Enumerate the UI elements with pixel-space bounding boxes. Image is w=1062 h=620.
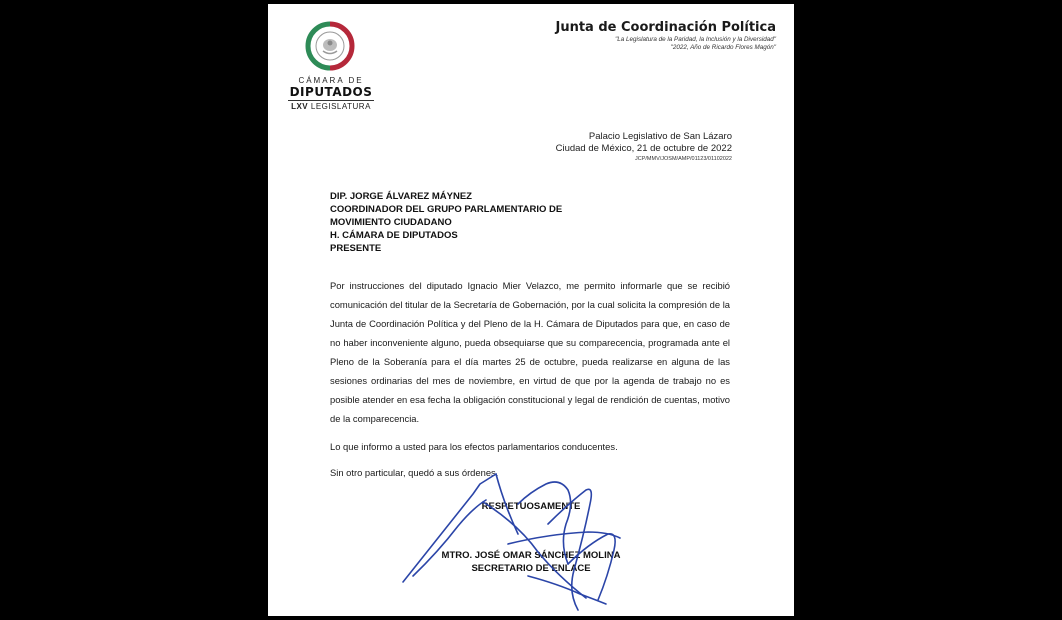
addressee-institution: H. CÁMARA DE DIPUTADOS: [330, 230, 458, 241]
signer-name: MTRO. JOSÉ OMAR SÁNCHEZ MOLINA: [441, 550, 621, 561]
signer-title: SECRETARIO DE ENLACE: [471, 563, 591, 574]
letter-body: [330, 276, 730, 489]
place-and-date: [556, 131, 732, 163]
addressee-presente: PRESENTE: [330, 243, 382, 254]
logo-legislature-word: LEGISLATURA: [308, 102, 371, 111]
letterhead: [555, 20, 776, 52]
body-paragraph-inform: Lo que informo a usted para los efectos parlamentarios conducentes.: [330, 441, 618, 452]
place-line: Palacio Legislativo de San Lázaro: [588, 131, 732, 142]
reference-number: JCP/MMV/JOSM/AMP/01123/01102022: [634, 156, 732, 162]
logo-line-legislatura: [286, 102, 376, 112]
addressee-name: DIP. JORGE ÁLVAREZ MÁYNEZ: [330, 191, 472, 202]
body-paragraph-main: Por instrucciones del diputado Ignacio Mier Velazco, me permito informarle que se recibió comunicación del titular de la Secretaría de Gobernación, por la cual solicita la compresión de la Junta de Coordinación Política y del Pleno de la H. Cámara de Diputados para que, en caso de no haber inconveniente alguno, pueda obsequiarse que su comparecencia, programada ante el Pleno de la Soberanía para el día martes 25 de octubre, pueda realizarse en alguna de las sesiones ordinarias del mes de noviembre, en virtud de que por la agenda de trabajo no es posible atender en esa fecha la obligación constitucional y legal de rendición de cuentas, motivo de la comparecencia.: [330, 280, 730, 424]
logo-line-diputados: DIPUTADOS: [289, 85, 373, 99]
letterhead-title: Junta de Coordinación Política: [555, 20, 776, 35]
letterhead-motto-1: "La Legislatura de la Paridad, la Inclusión y la Diversidad": [615, 36, 776, 43]
addressee-title: COORDINADOR DEL GRUPO PARLAMENTARIO DE: [330, 204, 563, 215]
addressee-block: [330, 190, 562, 255]
camara-emblem-icon: [304, 20, 356, 72]
closing-respetuosamente: RESPETUOSAMENTE: [481, 501, 581, 512]
letter-page: [268, 4, 794, 616]
chamber-logo-text: [286, 76, 376, 112]
addressee-group: MOVIMIENTO CIUDADANO: [330, 217, 452, 228]
signer-block: [268, 549, 794, 575]
date-line: Ciudad de México, 21 de octubre de 2022: [555, 143, 732, 154]
letterhead-motto-2: "2022, Año de Ricardo Flores Magón": [670, 44, 776, 51]
logo-line-camara-de: CÁMARA DE: [298, 76, 364, 85]
logo-legislature-number: LXV: [291, 102, 309, 111]
logo-divider: [288, 100, 374, 101]
body-paragraph-sign-off: Sin otro particular, quedó a sus órdenes.: [330, 467, 499, 478]
